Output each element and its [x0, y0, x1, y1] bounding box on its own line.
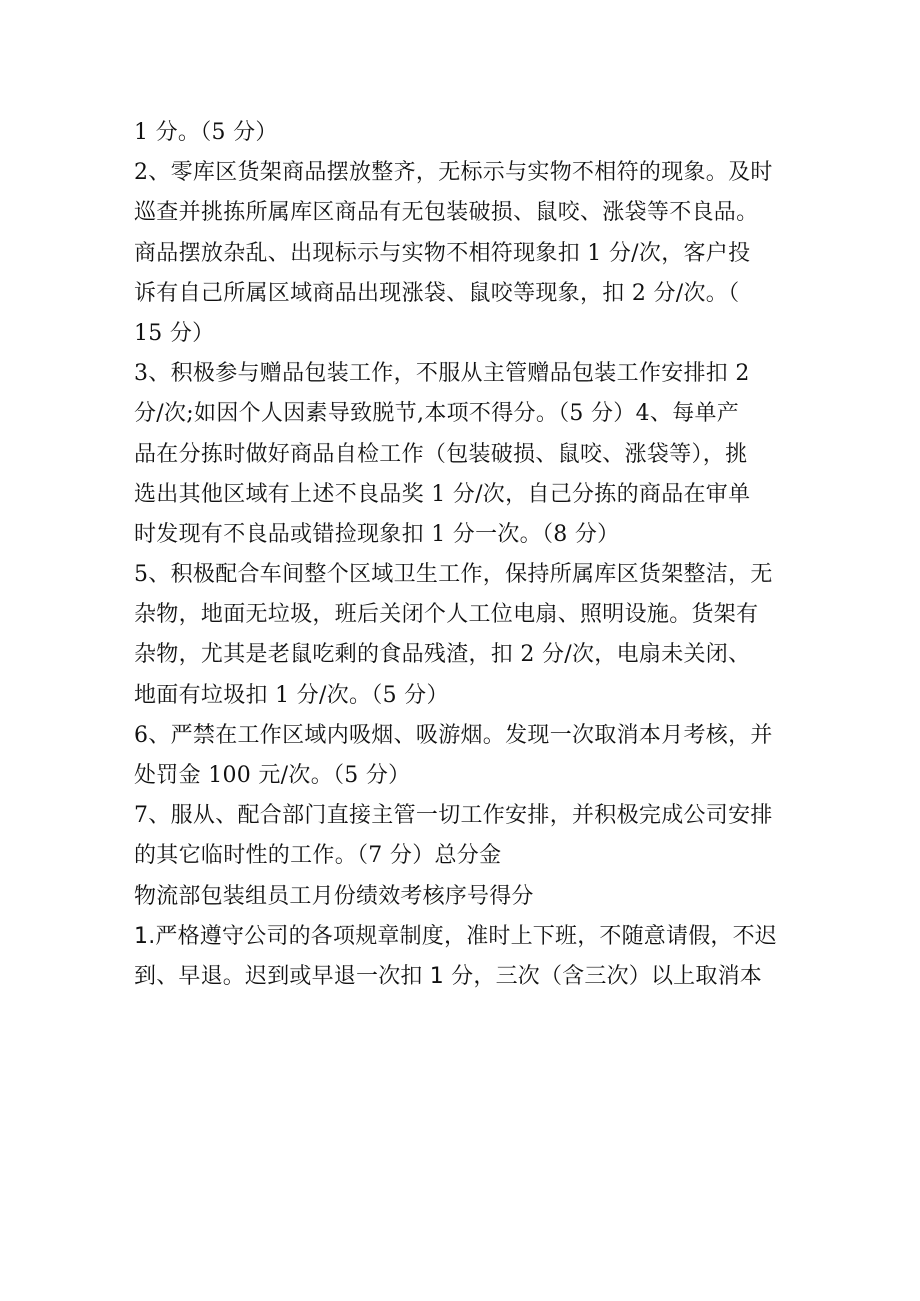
text-line-15: 地面有垃圾扣 1 分/次。（5 分） — [134, 682, 449, 708]
text-line-21: 1.严格遵守公司的各项规章制度，准时上下班，不随意请假，不迟 — [134, 923, 777, 949]
text-line-1: 1 分。（5 分） — [134, 120, 278, 145]
text-line-3: 巡查并挑拣所属库区商品有无包装破损、鼠咬、涨袋等不良品。 — [134, 200, 759, 226]
text-line-10: 选出其他区域有上述不良品奖 1 分/次，自己分拣的商品在审单 — [134, 481, 751, 507]
text-line-14: 杂物，尤其是老鼠吃剩的食品残渣，扣 2 分/次，电扇未关闭、 — [134, 642, 751, 668]
text-line-11: 时发现有不良品或错捡现象扣 1 分一次。（8 分） — [134, 521, 620, 547]
text-line-16: 6、严禁在工作区域内吸烟、吸游烟。发现一次取消本月考核，并 — [134, 722, 773, 748]
document-body — [134, 113, 806, 997]
text-line-13: 杂物，地面无垃圾，班后关闭个人工位电扇、照明设施。货架有 — [134, 602, 759, 628]
text-line-12: 5、积极配合车间整个区域卫生工作，保持所属库区货架整洁，无 — [134, 562, 773, 588]
text-line-22: 到、早退。迟到或早退一次扣 1 分，三次（含三次）以上取消本 — [134, 963, 762, 989]
text-line-6: 15 分） — [134, 320, 215, 346]
text-line-19: 的其它临时性的工作。（7 分）总分金 — [134, 843, 502, 869]
text-line-18: 7、服从、配合部门直接主管一切工作安排，并积极完成公司安排 — [134, 803, 773, 829]
text-line-2: 2、零库区货架商品摆放整齐，无标示与实物不相符的现象。及时 — [134, 160, 773, 186]
section-title: 物流部包装组员工月份绩效考核序号得分 — [134, 883, 534, 909]
text-line-9: 品在分拣时做好商品自检工作（包装破损、鼠咬、涨袋等），挑 — [134, 441, 748, 467]
text-line-8: 分/次;如因个人因素导致脱节,本项不得分。（5 分）4、每单产 — [134, 401, 740, 427]
text-line-5: 诉有自己所属区域商品出现涨袋、鼠咬等现象，扣 2 分/次。（ — [134, 280, 740, 306]
text-line-7: 3、积极参与赠品包装工作，不服从主管赠品包装工作安排扣 2 — [134, 361, 750, 387]
text-line-4: 商品摆放杂乱、出现标示与实物不相符现象扣 1 分/次，客户投 — [134, 240, 751, 266]
text-line-17: 处罚金 100 元/次。（5 分） — [134, 763, 411, 788]
